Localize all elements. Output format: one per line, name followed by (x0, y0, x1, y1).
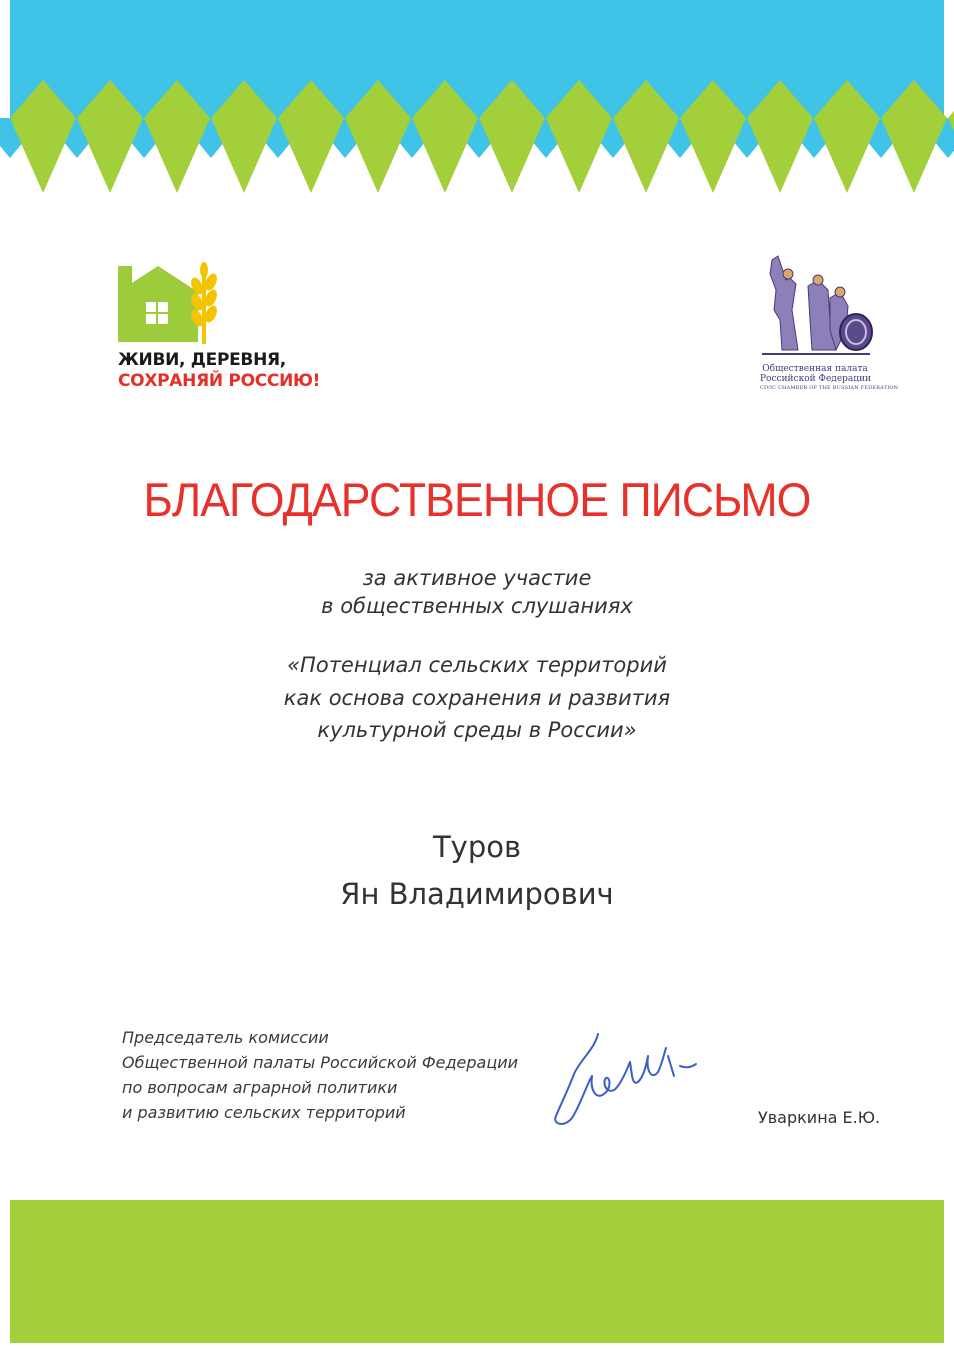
recipient-given-names: Ян Владимирович (340, 877, 614, 911)
handwritten-signature (540, 1020, 710, 1135)
document-title: БЛАГОДАРСТВЕННОЕ ПИСЬМО (143, 473, 811, 526)
signatory-title-line3: по вопросам аграрной политики (122, 1078, 398, 1097)
chamber-name-english: CIVIC CHAMBER OF THE RUSSIAN FEDERATION (760, 385, 899, 391)
chamber-name-line2: Российской Федерации (760, 374, 872, 384)
hearing-topic-line2: как основа сохранения и развития (283, 686, 671, 710)
signatory-title-line1: Председатель комиссии (122, 1028, 329, 1047)
civic-chamber-logo (752, 250, 899, 400)
hearing-topic-line3: культурной среды в России» (317, 718, 637, 742)
project-logo (110, 262, 320, 402)
signatory-title-line2: Общественной палаты Российской Федерации (122, 1053, 519, 1072)
house-wheat-icon (110, 262, 230, 352)
logo-slogan-line2: СОХРАНЯЙ РОССИЮ! (118, 371, 321, 391)
monument-emblem-icon (752, 250, 882, 365)
subtitle-line1: за активное участие (362, 566, 592, 590)
hearing-topic-line1: «Потенциал сельских территорий (287, 653, 667, 677)
logo-slogan-line1: ЖИВИ, ДЕРЕВНЯ, (118, 350, 286, 370)
top-decorative-band (0, 0, 954, 200)
signatory-name: Уваркина Е.Ю. (758, 1108, 881, 1127)
signatory-title-line4: и развитию сельских территорий (122, 1103, 406, 1122)
bottom-decorative-band (10, 1200, 944, 1343)
chamber-name-line1: Общественная палата (762, 364, 868, 374)
subtitle-line2: в общественных слушаниях (321, 594, 633, 618)
recipient-surname: Туров (432, 830, 522, 864)
